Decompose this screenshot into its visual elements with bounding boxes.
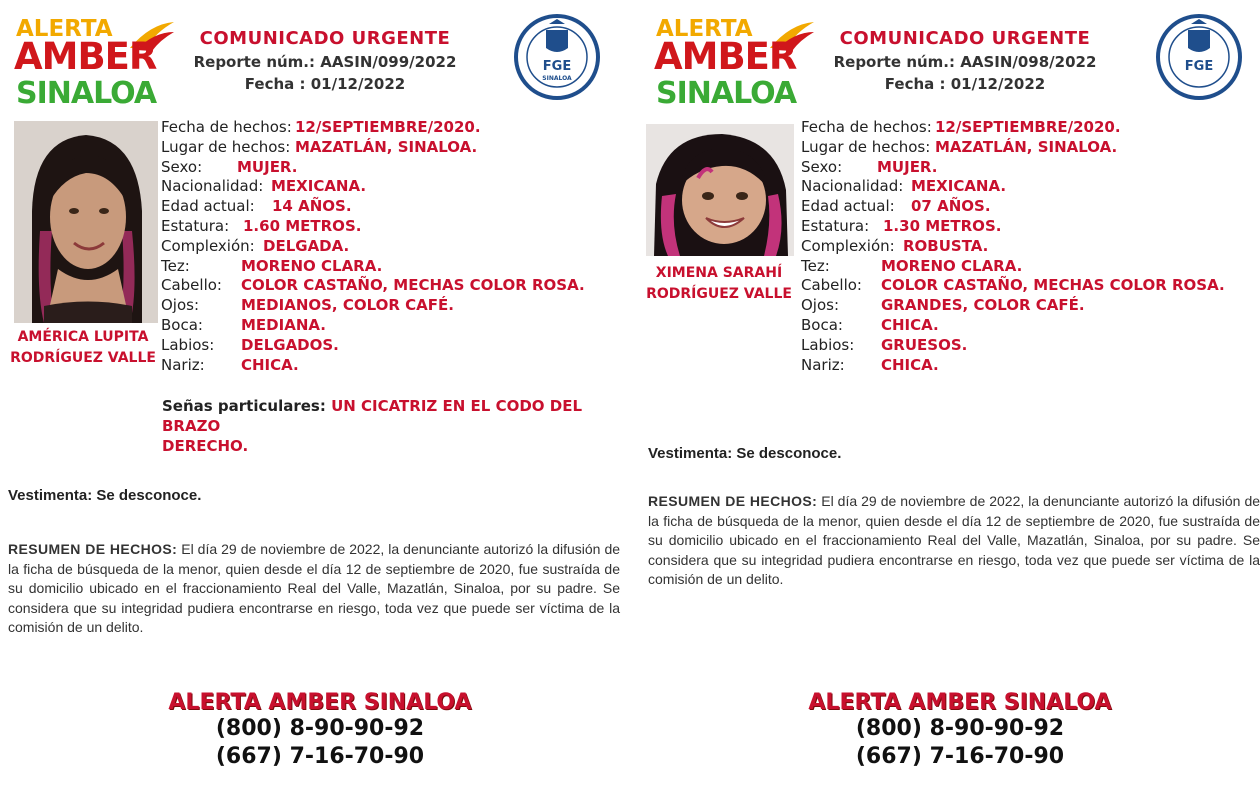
field-lugar-hechos: Lugar de hechos: MAZATLÁN, SINALOA. — [801, 137, 1118, 156]
contact-footer — [760, 690, 1160, 771]
logo-sinaloa-text: SINALOA — [656, 76, 797, 111]
footer-title: ALERTA AMBER SINALOA — [808, 690, 1112, 715]
report-header — [180, 28, 470, 93]
person-portrait-icon — [646, 124, 794, 256]
name-line-2: RODRÍGUEZ VALLE — [646, 286, 792, 302]
name-line-1: AMÉRICA LUPITA — [17, 329, 149, 345]
field-complexion: Complexión: DELGADA. — [161, 236, 350, 255]
phone-number-1[interactable]: (800) 8-90-90-92 — [855, 716, 1065, 741]
field-tez: Tez: MORENO CLARA. — [161, 256, 383, 275]
svg-text:SINALOA: SINALOA — [542, 75, 572, 82]
field-nariz: Nariz: CHICA. — [161, 355, 299, 374]
svg-text:FGE: FGE — [542, 59, 572, 74]
poster-divider — [630, 0, 640, 800]
distinguishing-marks: Señas particulares: UN CICATRIZ EN EL CODO DEL BRAZO DERECHO. — [162, 397, 583, 455]
field-nariz: Nariz: CHICA. — [801, 355, 939, 374]
phone-number-1[interactable]: (800) 8-90-90-92 — [215, 716, 425, 741]
missing-person-name — [638, 263, 800, 305]
field-cabello: Cabello: COLOR CASTAÑO, MECHAS COLOR ROSA. — [161, 276, 585, 295]
case-summary: RESUMEN DE HECHOS: El día 29 de noviembre de 2022, la denunciante autorizó la difusión de la ficha de búsqueda de la menor, quien desde el día 12 de septiembre de 2020, fue sustraída de su domicilio ubicado en el fraccionamiento Real del Valle, Mazatlán, Sinaloa, por su padre. Se considera que su integridad pudiera encontrarse en riesgo, toda vez que puede ser víctima de la comisión de un delito. — [648, 493, 1260, 587]
report-title: COMUNICADO URGENTE — [839, 28, 1091, 49]
footer-title: ALERTA AMBER SINALOA — [168, 690, 472, 715]
clothing-info: Vestimenta: Se desconoce. — [648, 445, 842, 462]
field-labios: Labios: DELGADOS. — [161, 335, 339, 354]
name-line-2: RODRÍGUEZ VALLE — [10, 350, 156, 366]
report-date: Fecha : 01/12/2022 — [244, 75, 406, 93]
report-title: COMUNICADO URGENTE — [199, 28, 451, 49]
fge-seal-icon — [1156, 14, 1242, 100]
field-labios: Labios: GRUESOS. — [801, 335, 968, 354]
field-sexo: Sexo: MUJER. — [801, 157, 938, 176]
field-nacionalidad: Nacionalidad: MEXICANA. — [801, 177, 1007, 196]
person-portrait-icon — [14, 121, 158, 323]
missing-person-name — [2, 327, 164, 369]
missing-person-photo — [14, 121, 158, 323]
field-ojos: Ojos: GRANDES, COLOR CAFÉ. — [801, 296, 1085, 315]
report-header — [820, 28, 1110, 93]
logo-sinaloa-text: SINALOA — [16, 76, 157, 111]
case-summary: RESUMEN DE HECHOS: El día 29 de noviembre de 2022, la denunciante autorizó la difusión de la ficha de búsqueda de la menor, quien desde el día 12 de septiembre de 2020, fue sustraída de su domicilio ubicado en el fraccionamiento Real del Valle, Mazatlán, Sinaloa, por su padre. Se considera que su integridad pudiera encontrarse en riesgo, toda vez que puede ser víctima de la comisión de un delito. — [8, 541, 621, 635]
phone-number-2[interactable]: (667) 7-16-70-90 — [855, 744, 1065, 769]
logo-alerta-text: ALERTA — [16, 16, 113, 42]
logo-amber-text: AMBER — [654, 35, 797, 78]
svg-text:FGE: FGE — [1184, 59, 1214, 74]
field-sexo: Sexo: MUJER. — [161, 157, 298, 176]
field-fecha-hechos: Fecha de hechos: 12/SEPTIEMBRE/2020. — [161, 118, 481, 136]
field-cabello: Cabello: COLOR CASTAÑO, MECHAS COLOR ROSA. — [801, 276, 1225, 295]
field-tez: Tez: MORENO CLARA. — [801, 256, 1023, 275]
person-details — [801, 118, 1225, 375]
field-ojos: Ojos: MEDIANOS, COLOR CAFÉ. — [161, 296, 454, 315]
alerta-amber-logo — [14, 16, 174, 112]
logo-alerta-text: ALERTA — [656, 16, 753, 42]
logo-amber-text: AMBER — [14, 35, 157, 78]
report-number: Reporte núm.: AASIN/099/2022 — [193, 53, 457, 71]
report-number: Reporte núm.: AASIN/098/2022 — [833, 53, 1097, 71]
field-fecha-hechos: Fecha de hechos: 12/SEPTIEMBRE/2020. — [801, 118, 1121, 136]
report-date: Fecha : 01/12/2022 — [884, 75, 1046, 93]
field-nacionalidad: Nacionalidad: MEXICANA. — [161, 177, 367, 196]
field-estatura: Estatura: 1.30 METROS. — [801, 216, 1002, 235]
field-edad: Edad actual: 07 AÑOS. — [801, 197, 991, 216]
field-edad: Edad actual: 14 AÑOS. — [161, 197, 352, 216]
phone-number-2[interactable]: (667) 7-16-70-90 — [215, 744, 425, 769]
field-boca: Boca: CHICA. — [801, 315, 939, 334]
contact-footer — [120, 690, 520, 771]
name-line-1: XIMENA SARAHÍ — [655, 265, 783, 281]
missing-person-photo — [646, 124, 794, 256]
field-lugar-hechos: Lugar de hechos: MAZATLÁN, SINALOA. — [161, 137, 478, 156]
clothing-info: Vestimenta: Se desconoce. — [8, 487, 202, 504]
field-boca: Boca: MEDIANA. — [161, 315, 326, 334]
alerta-amber-logo — [654, 16, 814, 112]
fge-seal-icon — [514, 14, 600, 100]
field-estatura: Estatura: 1.60 METROS. — [161, 216, 362, 235]
person-details — [161, 118, 585, 375]
field-complexion: Complexión: ROBUSTA. — [801, 236, 989, 255]
amber-alert-poster-right — [640, 0, 1260, 800]
